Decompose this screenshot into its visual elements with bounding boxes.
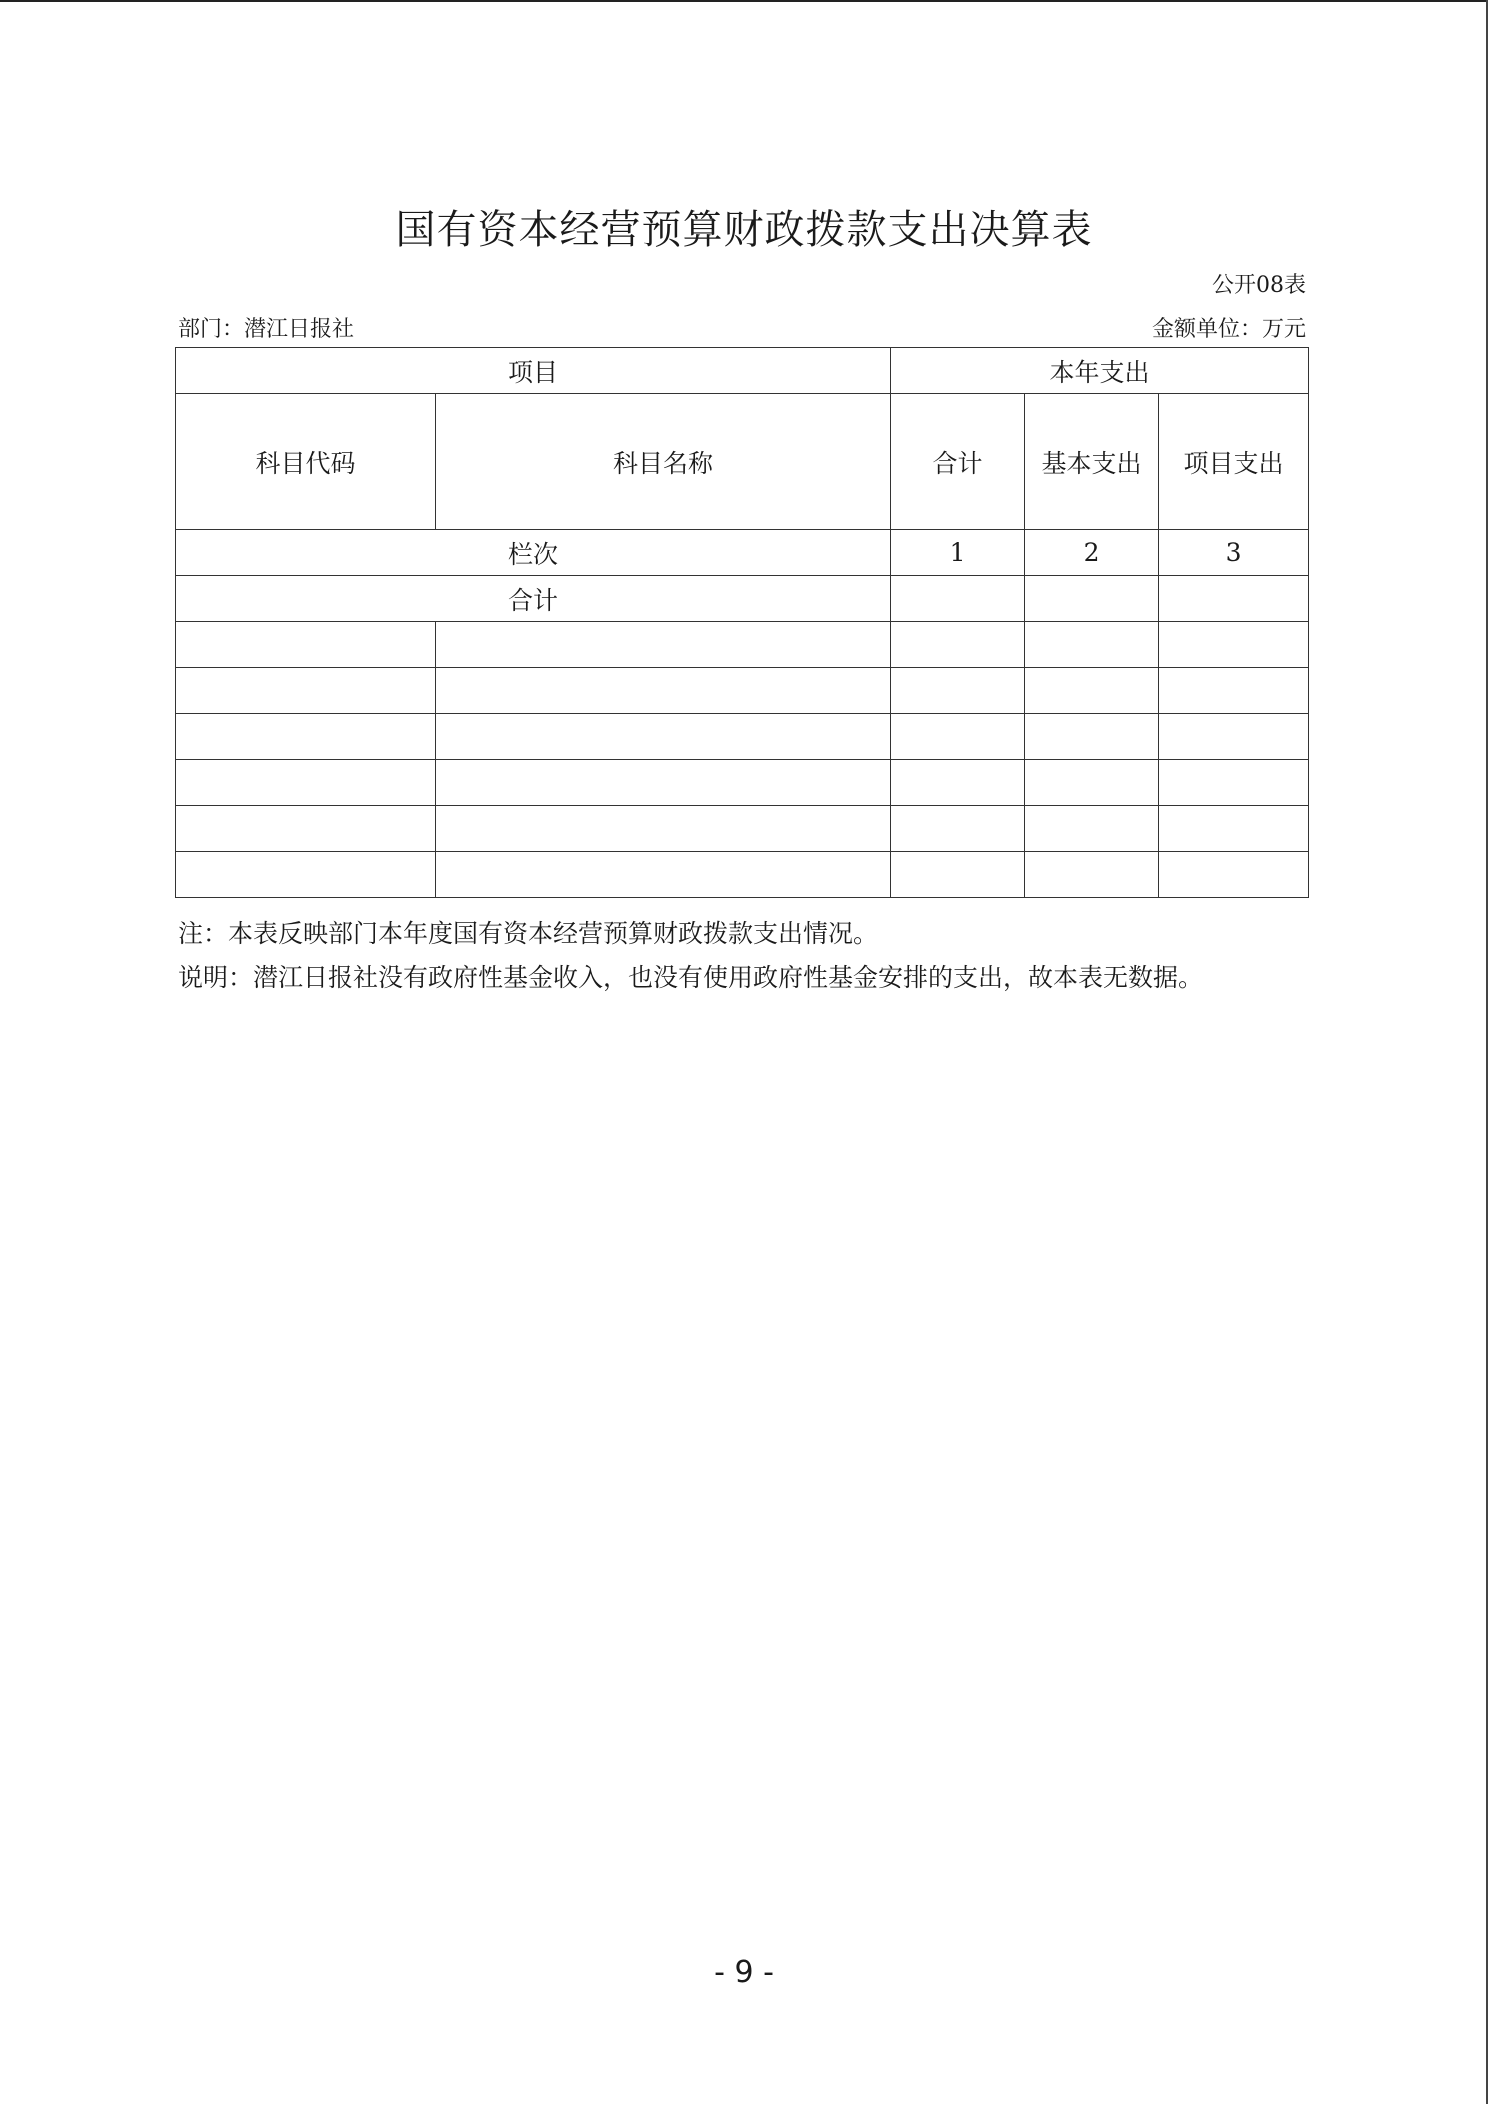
row-subject-code [176,760,436,806]
total-row-basic [1025,576,1159,622]
row-total [891,806,1025,852]
table-row [176,714,1309,760]
table-row [176,668,1309,714]
header-total: 合计 [891,394,1025,530]
form-number: 公开08表 [1212,273,1306,298]
column-index-total: 1 [891,530,1025,576]
department-label: 部门：潜江日报社 [178,317,355,342]
row-project-expense [1159,852,1309,898]
header-current-year-expense: 本年支出 [891,348,1309,394]
column-header-row [176,394,1309,530]
total-row-label: 合计 [176,576,891,622]
row-subject-code [176,852,436,898]
row-total [891,852,1025,898]
row-project-expense [1159,760,1309,806]
column-index-row [176,530,1309,576]
row-project-expense [1159,714,1309,760]
total-row [176,576,1309,622]
row-basic-expense [1025,760,1159,806]
row-basic-expense [1025,622,1159,668]
column-index-project: 3 [1159,530,1309,576]
row-project-expense [1159,668,1309,714]
header-basic-expense: 基本支出 [1025,394,1159,530]
row-subject-name [436,806,891,852]
row-basic-expense [1025,806,1159,852]
page-title: 国有资本经营预算财政拨款支出决算表 [395,207,1093,253]
row-subject-code [176,668,436,714]
row-subject-code [176,806,436,852]
row-subject-name [436,714,891,760]
page-top-border [0,0,1488,2]
row-subject-code [176,622,436,668]
table-row [176,760,1309,806]
row-subject-code [176,714,436,760]
row-subject-name [436,622,891,668]
row-total [891,622,1025,668]
row-total [891,760,1025,806]
row-subject-name [436,760,891,806]
amount-unit-label: 金额单位：万元 [1151,317,1306,342]
page-number: - 9 - [714,1955,774,1990]
table-row [176,622,1309,668]
table-row [176,806,1309,852]
total-row-total [891,576,1025,622]
group-header-row [176,348,1309,394]
table-note: 注：本表反映部门本年度国有资本经营预算财政拨款支出情况。 [178,919,879,948]
table-explanation: 说明：潜江日报社没有政府性基金收入，也没有使用政府性基金安排的支出，故本表无数据。 [178,963,1204,992]
row-basic-expense [1025,852,1159,898]
row-total [891,668,1025,714]
row-project-expense [1159,806,1309,852]
header-item: 项目 [176,348,891,394]
total-row-project [1159,576,1309,622]
row-basic-expense [1025,714,1159,760]
column-index-basic: 2 [1025,530,1159,576]
row-project-expense [1159,622,1309,668]
row-basic-expense [1025,668,1159,714]
row-subject-name [436,668,891,714]
header-subject-code: 科目代码 [176,394,436,530]
header-subject-name: 科目名称 [436,394,891,530]
header-project-expense: 项目支出 [1159,394,1309,530]
row-subject-name [436,852,891,898]
expense-report-table [175,347,1309,898]
row-total [891,714,1025,760]
table-row [176,852,1309,898]
column-index-label: 栏次 [176,530,891,576]
